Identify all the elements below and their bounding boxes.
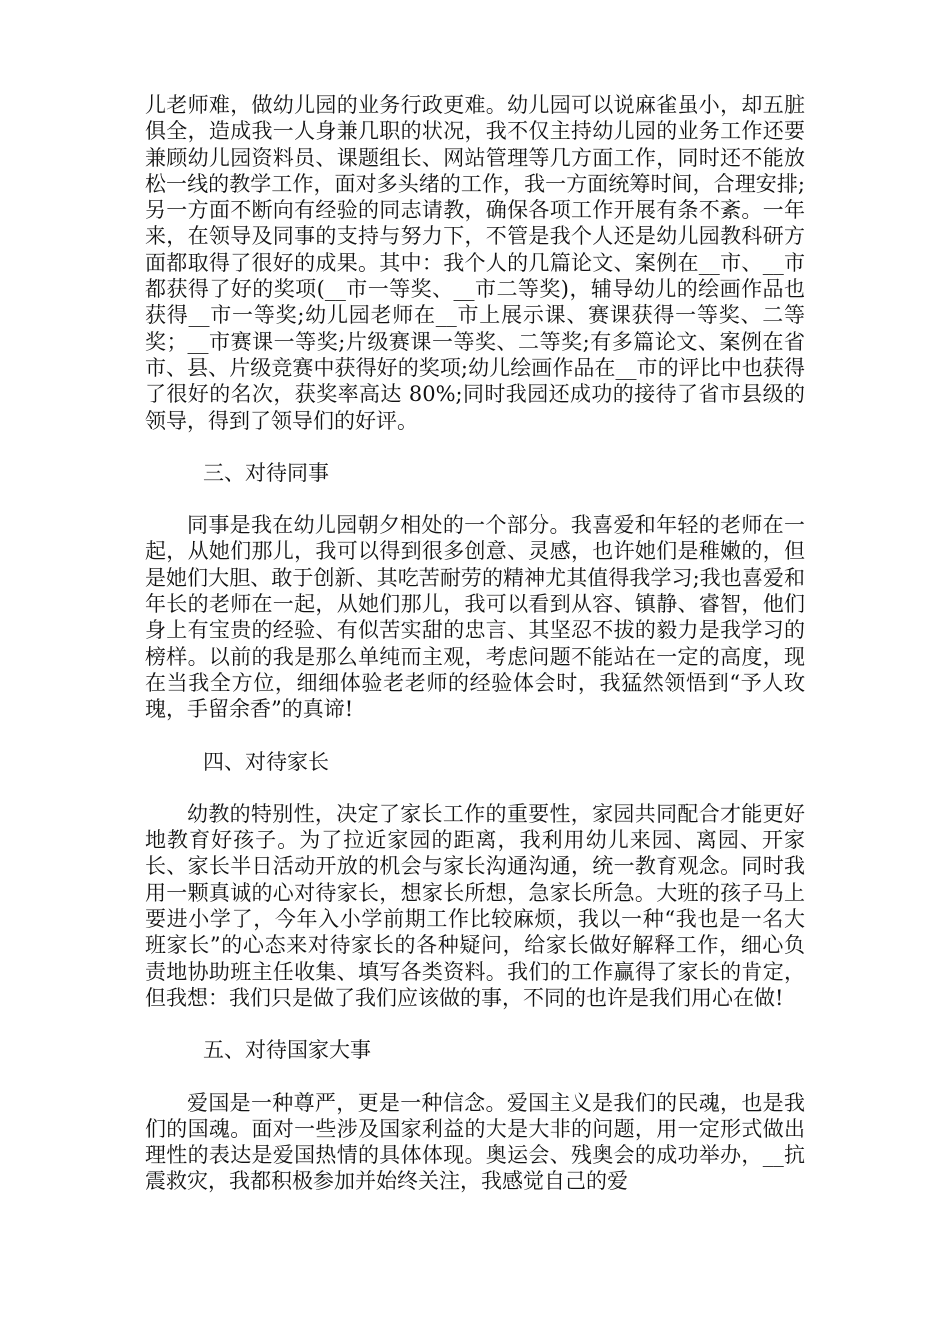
paragraph-colleagues: 同事是我在幼儿园朝夕相处的一个部分。我喜爱和年轻的老师在一起，从她们那儿，我可以得到很多创意、灵感，也许她们是稚嫩的，但是她们大胆、敢于创新、其吃苦耐劳的精神尤其值得我学习;我也喜爱和年长的老师在一起，从她们那儿，我可以看到从容、镇静、睿智，他们身上有宝贵的经验、有似苦实甜的忠言、其坚忍不拔的毅力是我学习的榜样。以前的我是那么单纯而主观，考虑问题不能站在一定的高度，现在当我全方位，细细体验老老师的经验体会时，我猛然领悟到“予人玫瑰，手留余香”的真谛! <box>145 513 805 722</box>
heading-parents: 四、对待家长 <box>203 749 329 774</box>
paragraph-parents: 幼教的特别性，决定了家长工作的重要性，家园共同配合才能更好地教育好孩子。为了拉近家园的距离，我利用幼儿来园、离园、开家长、家长半日活动开放的机会与家长沟通沟通，统一教育观念。同时我用一颗真诚的心对待家长，想家长所想，急家长所急。大班的孩子马上要进小学了，今年入小学前期工作比较麻烦，我以一种“我也是一名大班家长”的心态来对待家长的各种疑问，给家长做好解释工作，细心负责地协助班主任收集、填写各类资料。我们的工作赢得了家长的肯定，但我想：我们只是做了我们应该做的事，不同的也许是我们用心在做! <box>145 801 805 1010</box>
paragraph-national-affairs: 爱国是一种尊严，更是一种信念。爱国主义是我们的民魂，也是我们的国魂。面对一些涉及国家利益的大是大非的问题，用一定形式做出理性的表达是爱国热情的具体体现。奥运会、残奥会的成功举办，__抗震救灾，我都积极参加并始终关注，我感觉自己的爱 <box>145 1090 805 1194</box>
paragraph-work-achievements: 儿老师难，做幼儿园的业务行政更难。幼儿园可以说麻雀虽小，却五脏俱全，造成我一人身兼几职的状况，我不仅主持幼儿园的业务工作还要兼顾幼儿园资料员、课题组长、网站管理等几方面工作，同时还不能放松一线的教学工作，面对多头绪的工作，我一方面统筹时间，合理安排;另一方面不断向有经验的同志请教，确保各项工作开展有条不紊。一年来，在领导及同事的支持与努力下，不管是我个人还是幼儿园教科研方面都取得了很好的成果。其中：我个人的几篇论文、案例在__市、__市都获得了好的奖项(__市一等奖、__市二等奖)，辅导幼儿的绘画作品也获得__市一等奖;幼儿园老师在__市上展示课、赛课获得一等奖、二等奖；__市赛课一等奖;片级赛课一等奖、二等奖;有多篇论文、案例在省市、县、片级竞赛中获得好的奖项;幼儿绘画作品在__市的评比中也获得了很好的名次，获奖率高达 80%;同时我园还成功的接待了省市县级的领导，得到了领导们的好评。 <box>145 93 805 433</box>
heading-colleagues: 三、对待同事 <box>203 460 329 485</box>
document-body <box>145 92 805 1195</box>
heading-national-affairs: 五、对待国家大事 <box>203 1038 371 1063</box>
